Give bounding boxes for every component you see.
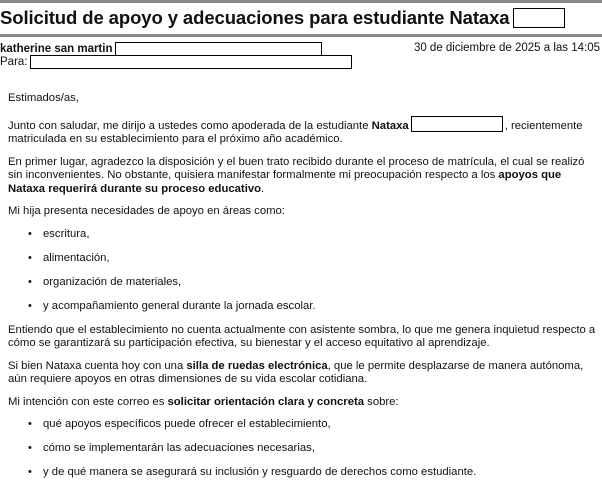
paragraph-wheelchair xyxy=(8,360,598,387)
title-divider xyxy=(0,34,602,37)
list-item: • escritura, xyxy=(28,228,598,242)
request-text-b: sobre: xyxy=(364,395,399,408)
paragraph-intro xyxy=(8,116,598,147)
paragraph-thanks xyxy=(8,156,598,197)
list-item: • alimentación, xyxy=(28,252,598,266)
sender-name[interactable]: katherine san martin xyxy=(0,43,113,55)
redacted-student-surname-box xyxy=(411,116,503,132)
questions-list xyxy=(8,418,598,480)
request-bold: solicitar orientación clara y concreta xyxy=(167,395,365,408)
title-row xyxy=(0,3,602,31)
paragraph-request xyxy=(8,396,598,410)
list-item: • organización de materiales, xyxy=(28,276,598,290)
recipient-label: Para: xyxy=(0,56,28,68)
paragraph-concern: Entiendo que el establecimiento no cuenta actualmente con asistente sombra, lo que me genera inquietud respecto a cómo se garantizará su participación efectiva, su bienestar y el acceso equitativo al aprendizaje. xyxy=(8,323,596,349)
intro-text-a: Junto con saludar, me dirijo a ustedes como apoderada de la estudiante xyxy=(8,119,372,132)
wheelchair-bold: silla de ruedas electrónica xyxy=(186,359,328,372)
redacted-surname-box xyxy=(513,8,565,28)
list-item: • qué apoyos específicos puede ofrecer el establecimiento, xyxy=(28,418,598,432)
thanks-text-a: En primer lugar, agradezco la disposición y el buen trato recibido durante el proceso de matrícula, el cual se realizó sin inconvenientes. No obstante, quisiera manifestar formalmente mi preocupación respecto a los xyxy=(8,155,585,181)
email-subject: Solicitud de apoyo y adecuaciones para estudiante Nataxa xyxy=(0,7,510,28)
list-item: • y de qué manera se asegurará su inclusión y resguardo de derechos como estudiante. xyxy=(28,466,598,480)
greeting: Estimados/as, xyxy=(8,92,79,104)
email-header xyxy=(0,42,602,70)
thanks-bold: apoyos que Nataxa requerirá durante su proceso educativo xyxy=(8,169,562,195)
thanks-text-b: . xyxy=(261,182,265,195)
list-item: • cómo se implementarán las adecuaciones necesarias, xyxy=(28,442,598,456)
email-body xyxy=(0,92,602,480)
recipient-line xyxy=(0,55,352,69)
redacted-recipient-box xyxy=(30,55,352,69)
request-text-a: Mi intención con este correo es xyxy=(8,395,168,408)
sent-date: 30 de diciembre de 2025 a las 14:05 xyxy=(413,42,600,54)
wheelchair-text-b: , que le permite desplazarse de manera autónoma, aún requiere apoyos en otras dimensiones de su vida escolar cotidiana. xyxy=(8,359,584,385)
student-name: Nataxa xyxy=(371,119,409,132)
sender-line xyxy=(0,42,322,56)
paragraph-needs-intro: Mi hija presenta necesidades de apoyo en áreas como: xyxy=(8,205,285,217)
intro-text-b: , recientemente matriculada en su establecimiento para el próximo año académico. xyxy=(8,119,583,145)
list-item: • y acompañamiento general durante la jornada escolar. xyxy=(28,300,598,314)
needs-list xyxy=(8,228,598,314)
wheelchair-text-a: Si bien Nataxa cuenta hoy con una xyxy=(8,359,187,372)
redacted-sender-email-box xyxy=(115,42,322,56)
